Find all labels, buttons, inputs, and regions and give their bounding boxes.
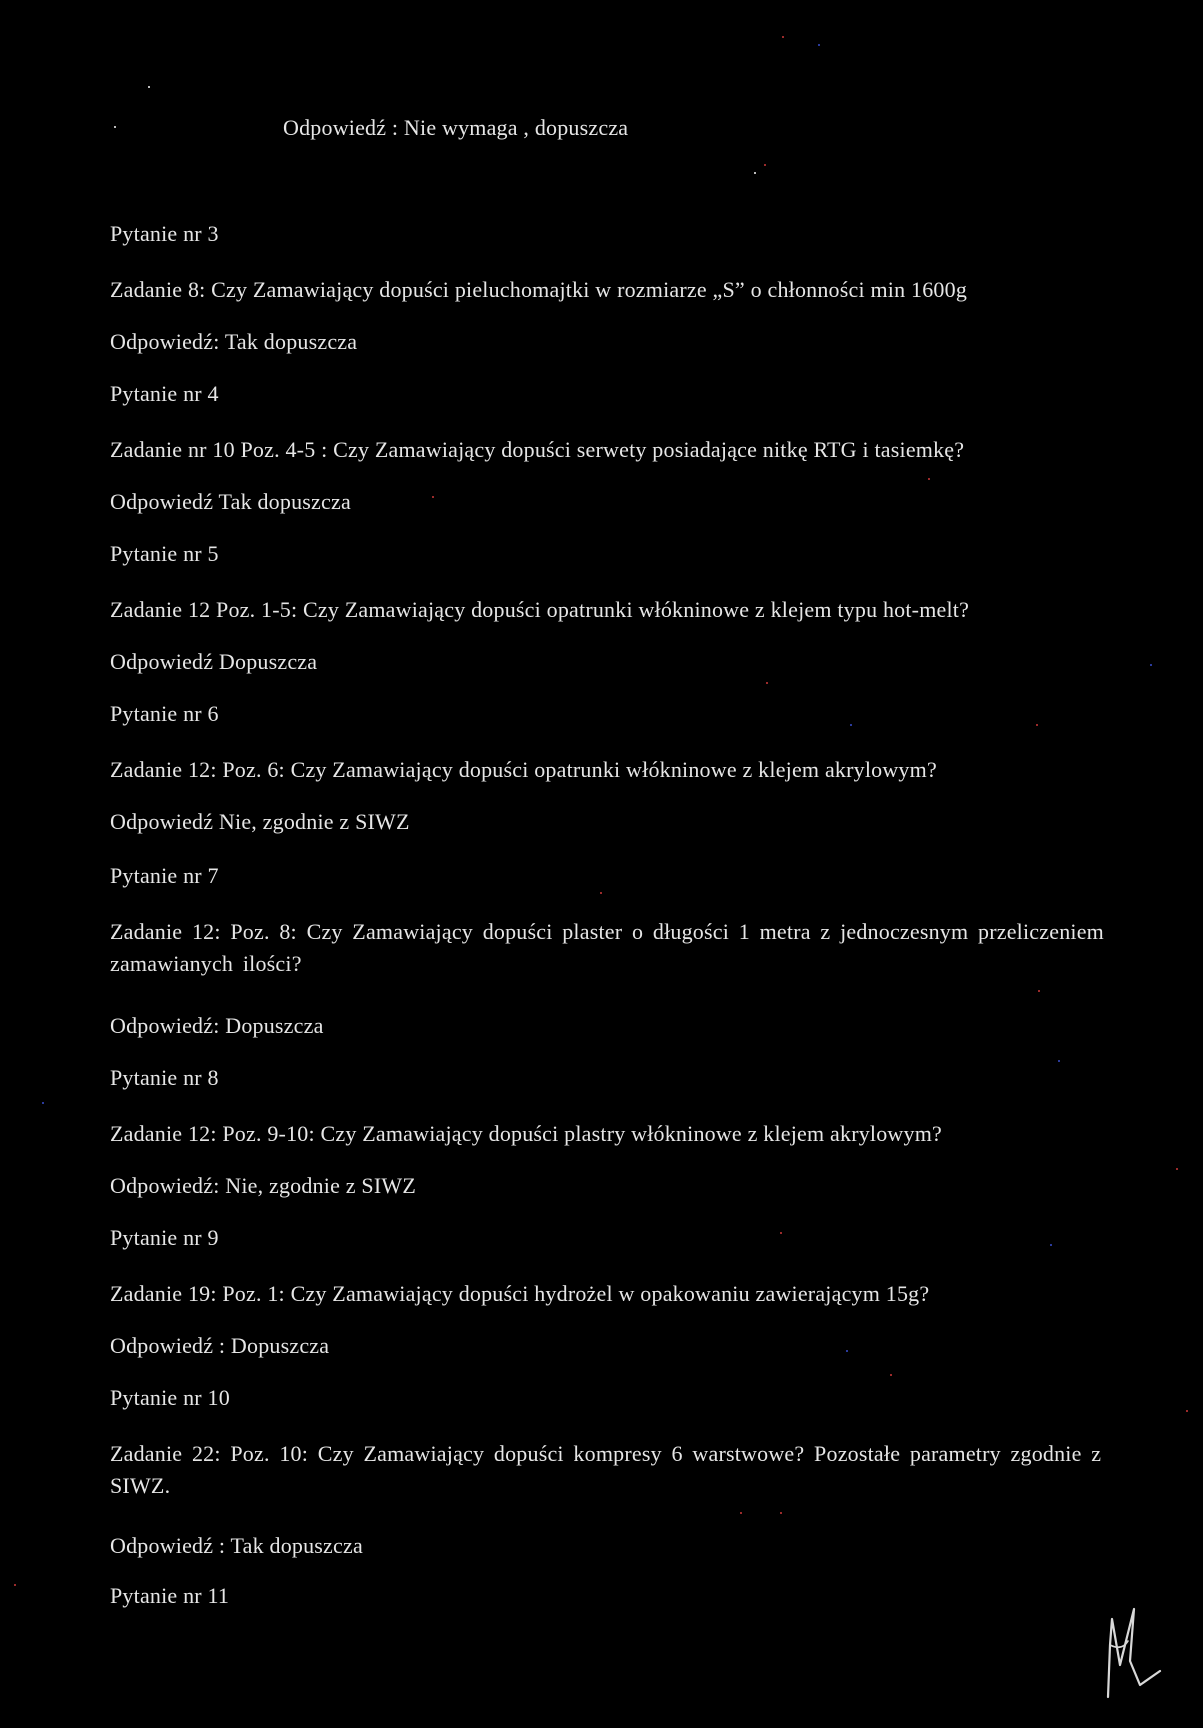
question-11-heading: Pytanie nr 11 — [110, 1583, 230, 1608]
question-5-heading: Pytanie nr 5 — [110, 541, 219, 566]
scan-speck — [754, 172, 756, 174]
scan-speck — [764, 164, 766, 166]
scan-speck — [42, 1102, 44, 1104]
answer-2: Odpowiedź : Nie wymaga , dopuszcza — [283, 115, 629, 140]
question-10-heading: Pytanie nr 10 — [110, 1385, 230, 1410]
scan-speck — [114, 126, 116, 128]
question-6-heading: Pytanie nr 6 — [110, 701, 219, 726]
scan-speck — [780, 1232, 782, 1234]
answer-9: Odpowiedź : Dopuszcza — [110, 1333, 330, 1358]
question-8-text: Zadanie 12: Poz. 9-10: Czy Zamawiający dopuści plastry włókninowe z klejem akrylowym? — [110, 1121, 942, 1146]
scan-speck — [890, 1374, 892, 1376]
question-4-heading: Pytanie nr 4 — [110, 381, 219, 406]
question-7-heading: Pytanie nr 7 — [110, 863, 219, 888]
question-9-heading: Pytanie nr 9 — [110, 1225, 219, 1250]
question-8-heading: Pytanie nr 8 — [110, 1065, 219, 1090]
question-9-text: Zadanie 19: Poz. 1: Czy Zamawiający dopuści hydrożel w opakowaniu zawierającym 15g? — [110, 1281, 930, 1306]
scan-speck — [1050, 1244, 1052, 1246]
question-6-text: Zadanie 12: Poz. 6: Czy Zamawiający dopuści opatrunki włókninowe z klejem akrylowym? — [110, 757, 937, 782]
scan-speck — [14, 1584, 16, 1586]
scan-speck — [846, 1350, 848, 1352]
scan-speck — [782, 36, 784, 38]
scan-speck — [1036, 724, 1038, 726]
question-3-text: Zadanie 8: Czy Zamawiający dopuści pieluchomajtki w rozmiarze „S” o chłonności min 1600g — [110, 277, 968, 302]
scan-speck — [818, 44, 820, 46]
scan-speck — [1150, 664, 1152, 666]
question-3-heading: Pytanie nr 3 — [110, 221, 219, 246]
handwritten-signature — [1100, 1605, 1170, 1705]
scan-speck — [740, 1512, 742, 1514]
scan-speck — [1058, 1060, 1060, 1062]
scan-speck — [780, 1512, 782, 1514]
question-7-text: Zadanie 12: Poz. 8: Czy Zamawiający dopuści plaster o długości 1 metra z jednoczesnym przeliczeniem zamawianych ilości? — [110, 919, 1104, 976]
scan-speck — [1176, 1168, 1178, 1170]
answer-7: Odpowiedź: Dopuszcza — [110, 1013, 324, 1038]
answer-8: Odpowiedź: Nie, zgodnie z SIWZ — [110, 1173, 416, 1198]
answer-3: Odpowiedź: Tak dopuszcza — [110, 329, 358, 354]
scan-speck — [1186, 1410, 1188, 1412]
scan-speck — [928, 478, 930, 480]
answer-4: Odpowiedź Tak dopuszcza — [110, 489, 351, 514]
scan-speck — [600, 892, 602, 894]
answer-6: Odpowiedź Nie, zgodnie z SIWZ — [110, 809, 410, 834]
question-5-text: Zadanie 12 Poz. 1-5: Czy Zamawiający dopuści opatrunki włókninowe z klejem typu hot-melt? — [110, 597, 970, 622]
question-4-text: Zadanie nr 10 Poz. 4-5 : Czy Zamawiający dopuści serwety posiadające nitkę RTG i tasiemkę? — [110, 437, 965, 462]
scan-speck — [766, 682, 768, 684]
scan-speck — [148, 86, 150, 88]
scan-speck — [432, 496, 434, 498]
answer-10: Odpowiedź : Tak dopuszcza — [110, 1533, 363, 1558]
scan-speck — [850, 724, 852, 726]
scan-speck — [1038, 990, 1040, 992]
question-10-text: Zadanie 22: Poz. 10: Czy Zamawiający dopuści kompresy 6 warstwowe? Pozostałe parametry zgodnie z SIWZ. — [110, 1441, 1102, 1498]
answer-5: Odpowiedź Dopuszcza — [110, 649, 318, 674]
